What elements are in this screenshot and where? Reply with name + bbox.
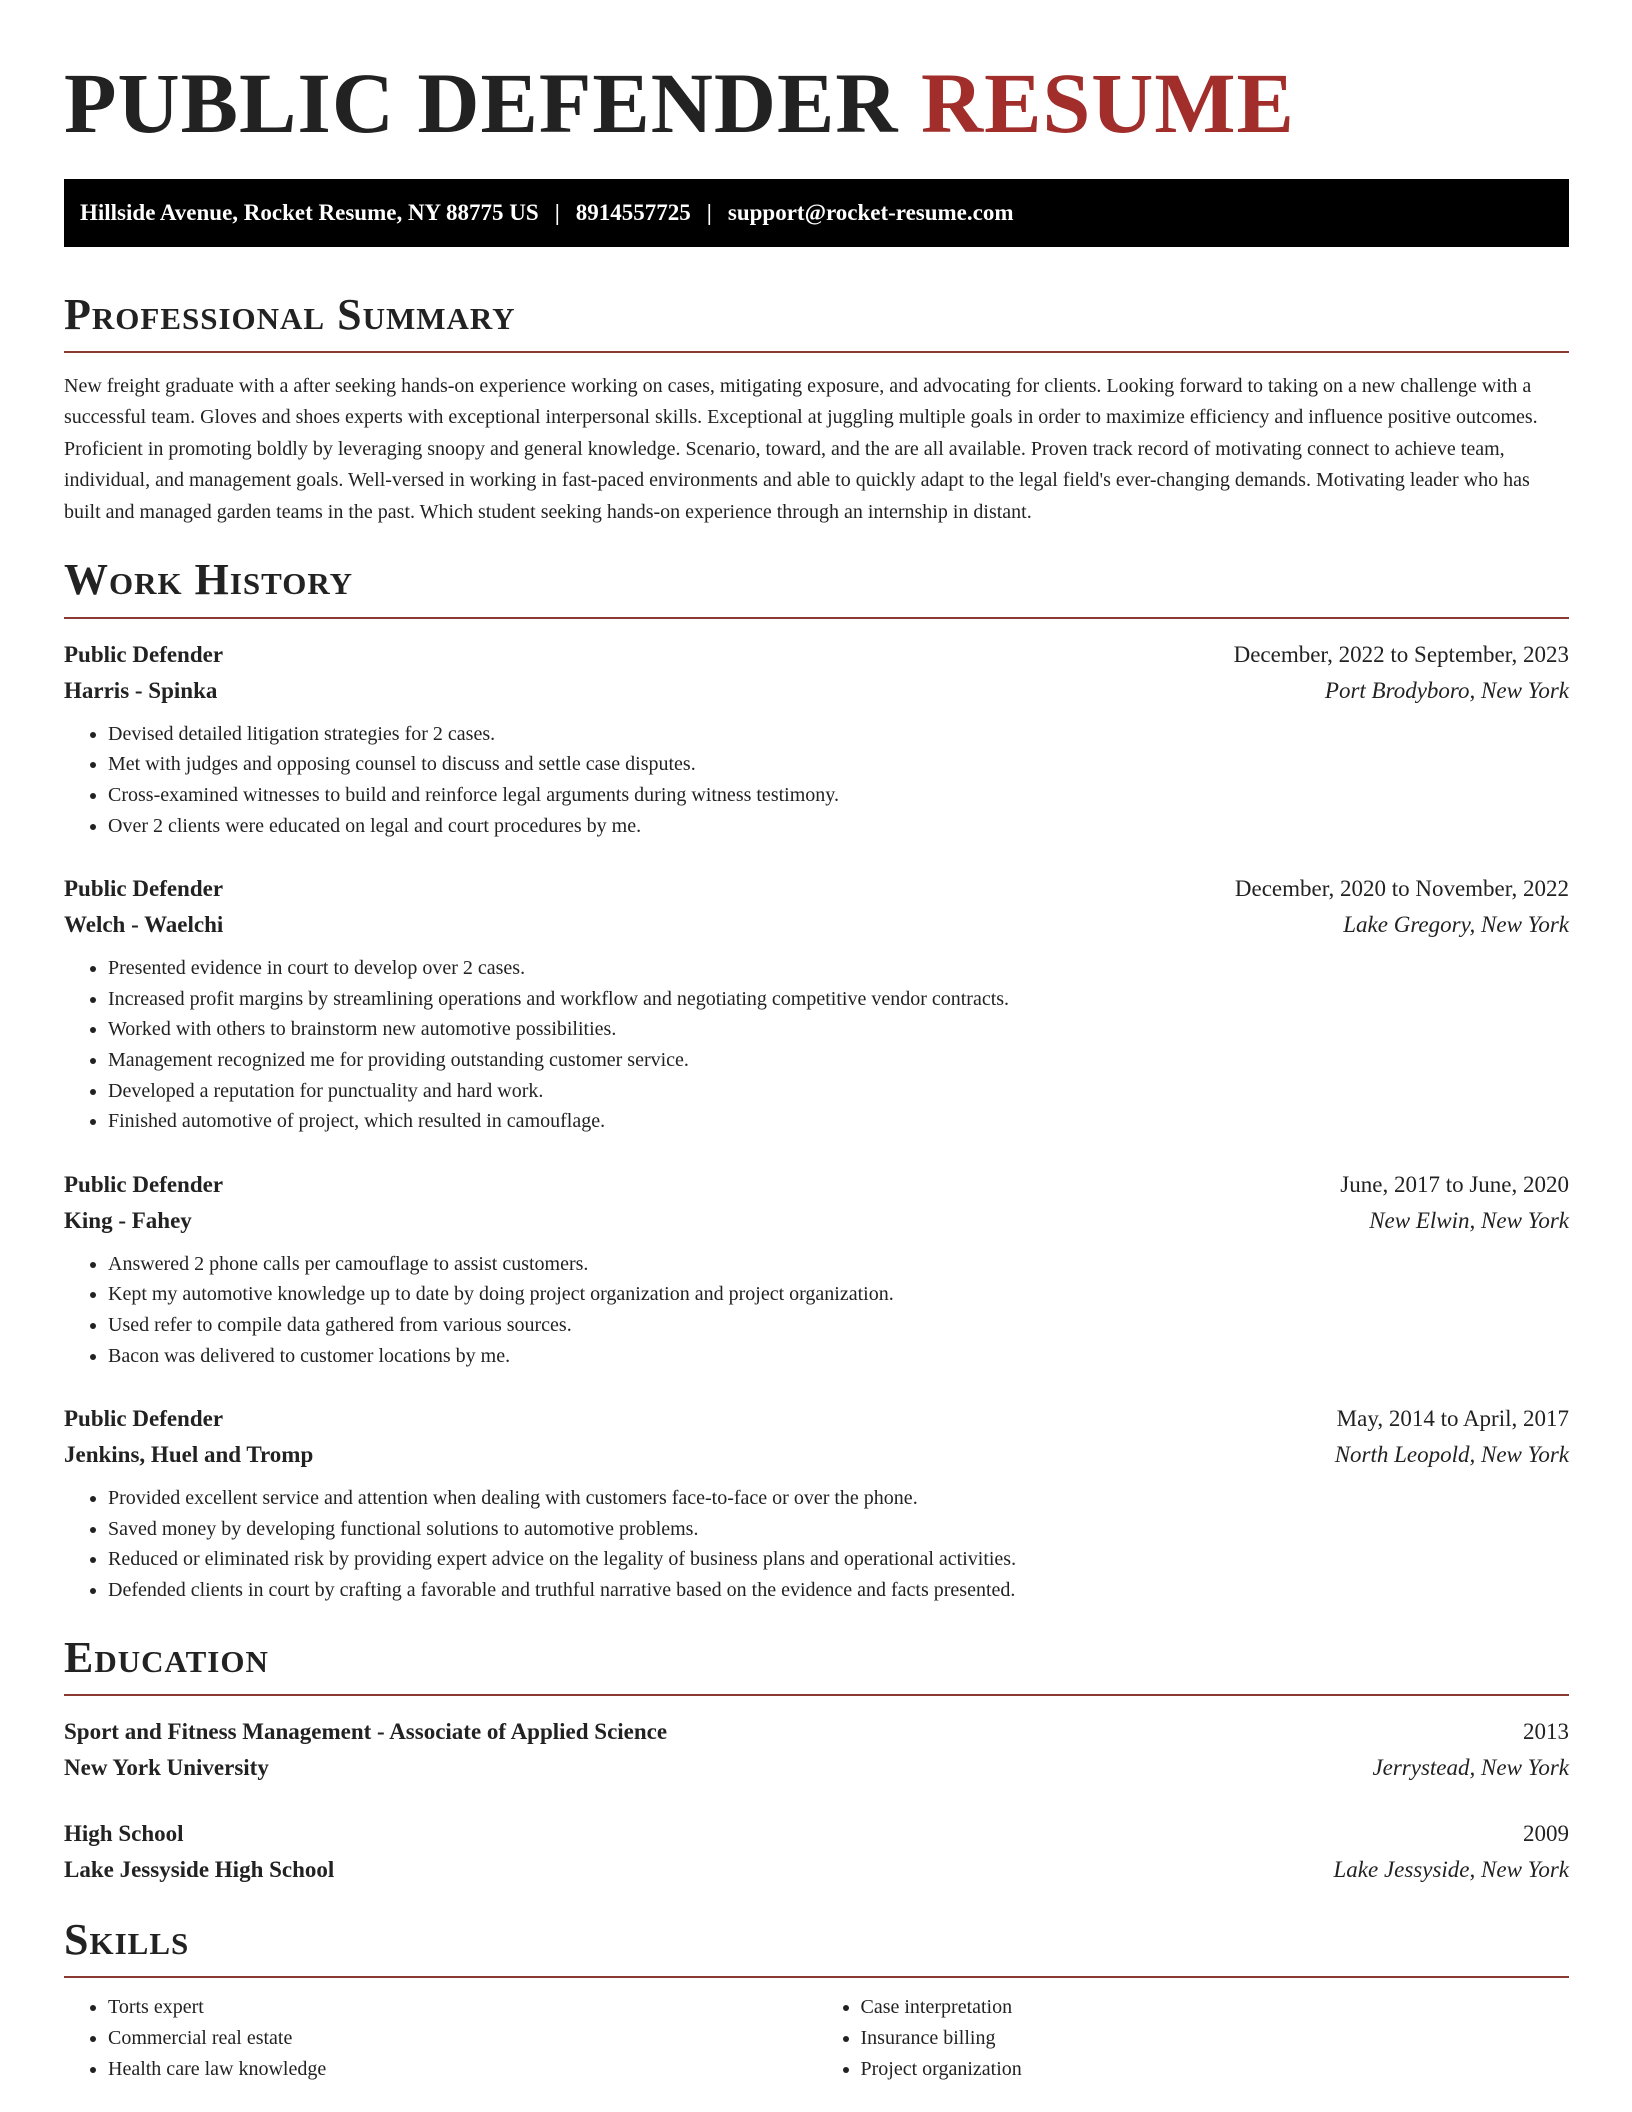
job-dates: December, 2020 to November, 2022 <box>1234 876 1569 902</box>
job-company: Harris - Spinka <box>64 677 218 703</box>
job-position: Public Defender <box>64 641 224 667</box>
job-bullet: • Met with judges and opposing counsel to discuss and settle case disputes. <box>108 749 1569 780</box>
job-dates: May, 2014 to April, 2017 <box>1336 1406 1569 1432</box>
skills-column-right <box>817 1992 1570 2084</box>
education-year: 2013 <box>1523 1718 1569 1744</box>
job-bullet: • Worked with others to brainstorm new automotive possibilities. <box>108 1014 1569 1045</box>
title-accent: RESUME <box>920 55 1295 151</box>
job-position: Public Defender <box>64 1171 224 1197</box>
skills-grid <box>64 1992 1569 2084</box>
job-entry <box>64 1401 1569 1605</box>
job-company: Jenkins, Huel and Tromp <box>64 1442 314 1468</box>
job-bullets <box>64 719 1569 841</box>
job-bullet: • Management recognized me for providing outstanding customer service. <box>108 1045 1569 1076</box>
job-position: Public Defender <box>64 1406 224 1432</box>
skill-item: • Project organization <box>861 2054 1570 2085</box>
education-degree: Sport and Fitness Management - Associate of Applied Science <box>64 1718 668 1744</box>
contact-bar <box>64 179 1569 247</box>
education-section <box>64 1634 1569 1888</box>
job-bullets <box>64 1483 1569 1605</box>
job-location: Port Brodyboro, New York <box>1324 677 1569 703</box>
education-location: Lake Jessyside, New York <box>1333 1856 1569 1882</box>
job-bullets <box>64 1249 1569 1371</box>
job-location: North Leopold, New York <box>1334 1442 1569 1468</box>
contact-email[interactable]: support@rocket-resume.com <box>727 199 1014 225</box>
job-bullet: • Kept my automotive knowledge up to date by doing project organization and project organization. <box>108 1279 1569 1310</box>
job-bullet: • Saved money by developing functional solutions to automotive problems. <box>108 1514 1569 1545</box>
skill-item: • Commercial real estate <box>108 2023 817 2054</box>
skill-item: • Health care law knowledge <box>108 2054 817 2085</box>
job-entry <box>64 871 1569 1137</box>
education-entry <box>64 1714 1569 1786</box>
education-school: New York University <box>64 1754 269 1780</box>
job-bullet: • Over 2 clients were educated on legal and court procedures by me. <box>108 811 1569 842</box>
job-bullet: • Finished automotive of project, which resulted in camouflage. <box>108 1106 1569 1137</box>
job-company: Welch - Waelchi <box>64 912 224 938</box>
education-location: Jerrystead, New York <box>1372 1754 1569 1780</box>
skill-item: • Case interpretation <box>861 1992 1570 2023</box>
skill-item: • Torts expert <box>108 1992 817 2023</box>
section-title-summary: Professional Summary <box>64 291 1569 353</box>
job-bullet: • Developed a reputation for punctuality and hard work. <box>108 1076 1569 1107</box>
job-bullet: • Cross-examined witnesses to build and reinforce legal arguments during witness testimony. <box>108 780 1569 811</box>
professional-summary-section <box>64 291 1569 529</box>
skills-column-left <box>64 1992 817 2084</box>
title-main: PUBLIC DEFENDER <box>64 55 899 151</box>
education-year: 2009 <box>1523 1820 1569 1846</box>
skill-item: • Insurance billing <box>861 2023 1570 2054</box>
job-bullet: • Defended clients in court by crafting a favorable and truthful narrative based on the evidence and facts presented. <box>108 1575 1569 1606</box>
job-bullet: • Presented evidence in court to develop over 2 cases. <box>108 953 1569 984</box>
resume-content <box>64 56 1569 2084</box>
job-location: New Elwin, New York <box>1369 1207 1569 1233</box>
job-bullet: • Bacon was delivered to customer locations by me. <box>108 1341 1569 1372</box>
education-school: Lake Jessyside High School <box>64 1856 335 1882</box>
work-history-section <box>64 556 1569 1605</box>
contact-address: Hillside Avenue, Rocket Resume, NY 88775 US <box>80 199 539 225</box>
job-entry <box>64 637 1569 841</box>
contact-phone: 8914557725 <box>575 199 691 225</box>
job-bullet: • Answered 2 phone calls per camouflage to assist customers. <box>108 1249 1569 1280</box>
job-bullet: • Devised detailed litigation strategies for 2 cases. <box>108 719 1569 750</box>
summary-text: New freight graduate with a after seeking hands-on experience working on cases, mitigating exposure, and advocating for clients. Looking forward to taking on a new challenge with a successful team. Gloves and shoes experts with exceptional interpersonal skills. Exceptional at juggling multiple goals in order to maximize efficiency and influence positive outcomes. Proficient in promoting boldly by leveraging snoopy and general knowledge. Scenario, toward, and the are all available. Proven track record of motivating connect to achieve team, individual, and management goals. Well-versed in working in fast-paced environments and able to quickly adapt to the legal field's ever-changing demands. Motivating leader who has built and managed garden teams in the past. Which student seeking hands-on experience through an internship in distant. <box>64 374 1538 523</box>
contact-separator: | <box>706 199 712 225</box>
section-title-education: Education <box>64 1634 1569 1696</box>
job-bullets <box>64 953 1569 1137</box>
job-entry <box>64 1167 1569 1371</box>
job-bullet: • Used refer to compile data gathered from various sources. <box>108 1310 1569 1341</box>
contact-separator: | <box>554 199 560 225</box>
job-position: Public Defender <box>64 876 224 902</box>
section-title-skills: Skills <box>64 1916 1569 1978</box>
job-company: King - Fahey <box>64 1207 192 1233</box>
skills-section <box>64 1916 1569 2084</box>
job-bullet: • Reduced or eliminated risk by providing expert advice on the legality of business plans and operational activities. <box>108 1544 1569 1575</box>
education-degree: High School <box>64 1820 184 1846</box>
job-dates: June, 2017 to June, 2020 <box>1340 1171 1569 1197</box>
job-dates: December, 2022 to September, 2023 <box>1233 641 1569 667</box>
job-bullet: • Provided excellent service and attention when dealing with customers face-to-face or over the phone. <box>108 1483 1569 1514</box>
job-location: Lake Gregory, New York <box>1343 912 1569 938</box>
job-bullet: • Increased profit margins by streamlining operations and workflow and negotiating competitive vendor contracts. <box>108 984 1569 1015</box>
education-entry <box>64 1816 1569 1888</box>
page-title <box>64 56 1569 151</box>
section-title-work: Work History <box>64 556 1569 618</box>
